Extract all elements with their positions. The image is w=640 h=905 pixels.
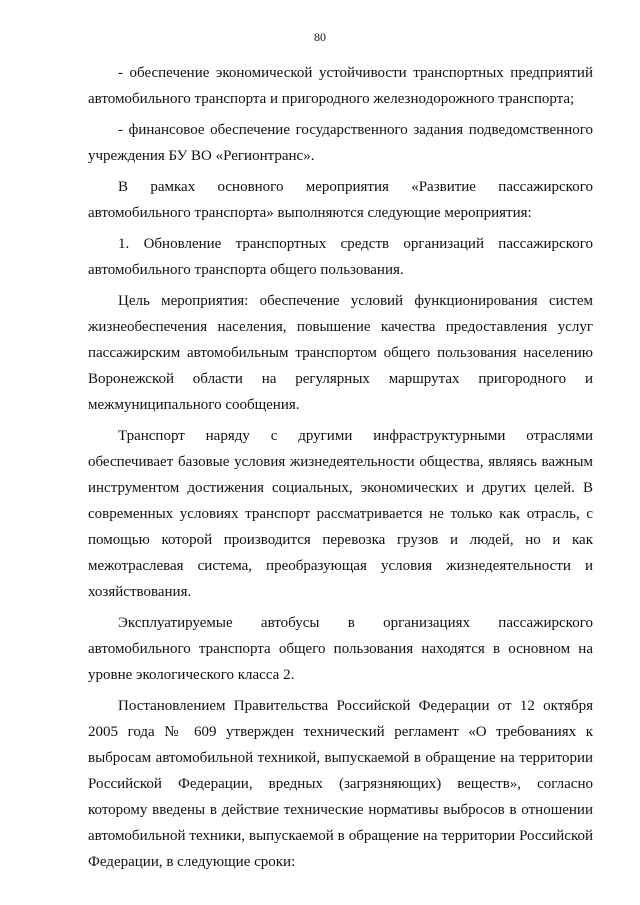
paragraph-financial-support: - финансовое обеспечение государственного задания подведомственного учреждения БУ ВО «Регионтранс».	[88, 122, 593, 164]
paragraph-transport-role: Транспорт наряду с другими инфраструктурными отраслями обеспечивает базовые условия жизнедеятельности общества, являясь важным инструментом достижения социальных, экономических и других целей. В современных условиях транспорт рассматривается не только как отрасль, с помощью которой производится перевозка грузов и людей, но и как межотраслевая система, преобразующая условия жизнедеятельности и хозяйствования.	[88, 428, 593, 600]
document-body	[88, 60, 593, 880]
paragraph-vehicle-renewal: 1. Обновление транспортных средств организаций пассажирского автомобильного транспорта общего пользования.	[88, 236, 593, 278]
paragraph-main-activity: В рамках основного мероприятия «Развитие пассажирского автомобильного транспорта» выполняются следующие мероприятия:	[88, 179, 593, 221]
paragraph-economic-stability: - обеспечение экономической устойчивости транспортных предприятий автомобильного транспорта и пригородного железнодорожного транспорта;	[88, 65, 593, 107]
paragraph-activity-goal: Цель мероприятия: обеспечение условий функционирования систем жизнеобеспечения населения, повышение качества предоставления услуг пассажирским автомобильным транспортом общего пользования населению Воронежской области на регулярных маршрутах пригородного и межмуниципального сообщения.	[88, 293, 593, 413]
page-number: 80	[314, 30, 326, 44]
paragraph-bus-eco-class: Эксплуатируемые автобусы в организациях пассажирского автомобильного транспорта общего пользования находятся в основном на уровне экологического класса 2.	[88, 615, 593, 683]
paragraph-government-decree: Постановлением Правительства Российской Федерации от 12 октября 2005 года № 609 утвержден технический регламент «О требованиях к выбросам автомобильной техникой, выпускаемой в обращение на территории Российской Федерации, вредных (загрязняющих) веществ», согласно которому введены в действие технические нормативы выбросов в отношении автомобильной техники, выпускаемой в обращение на территории Российской Федерации, в следующие сроки:	[88, 698, 593, 870]
